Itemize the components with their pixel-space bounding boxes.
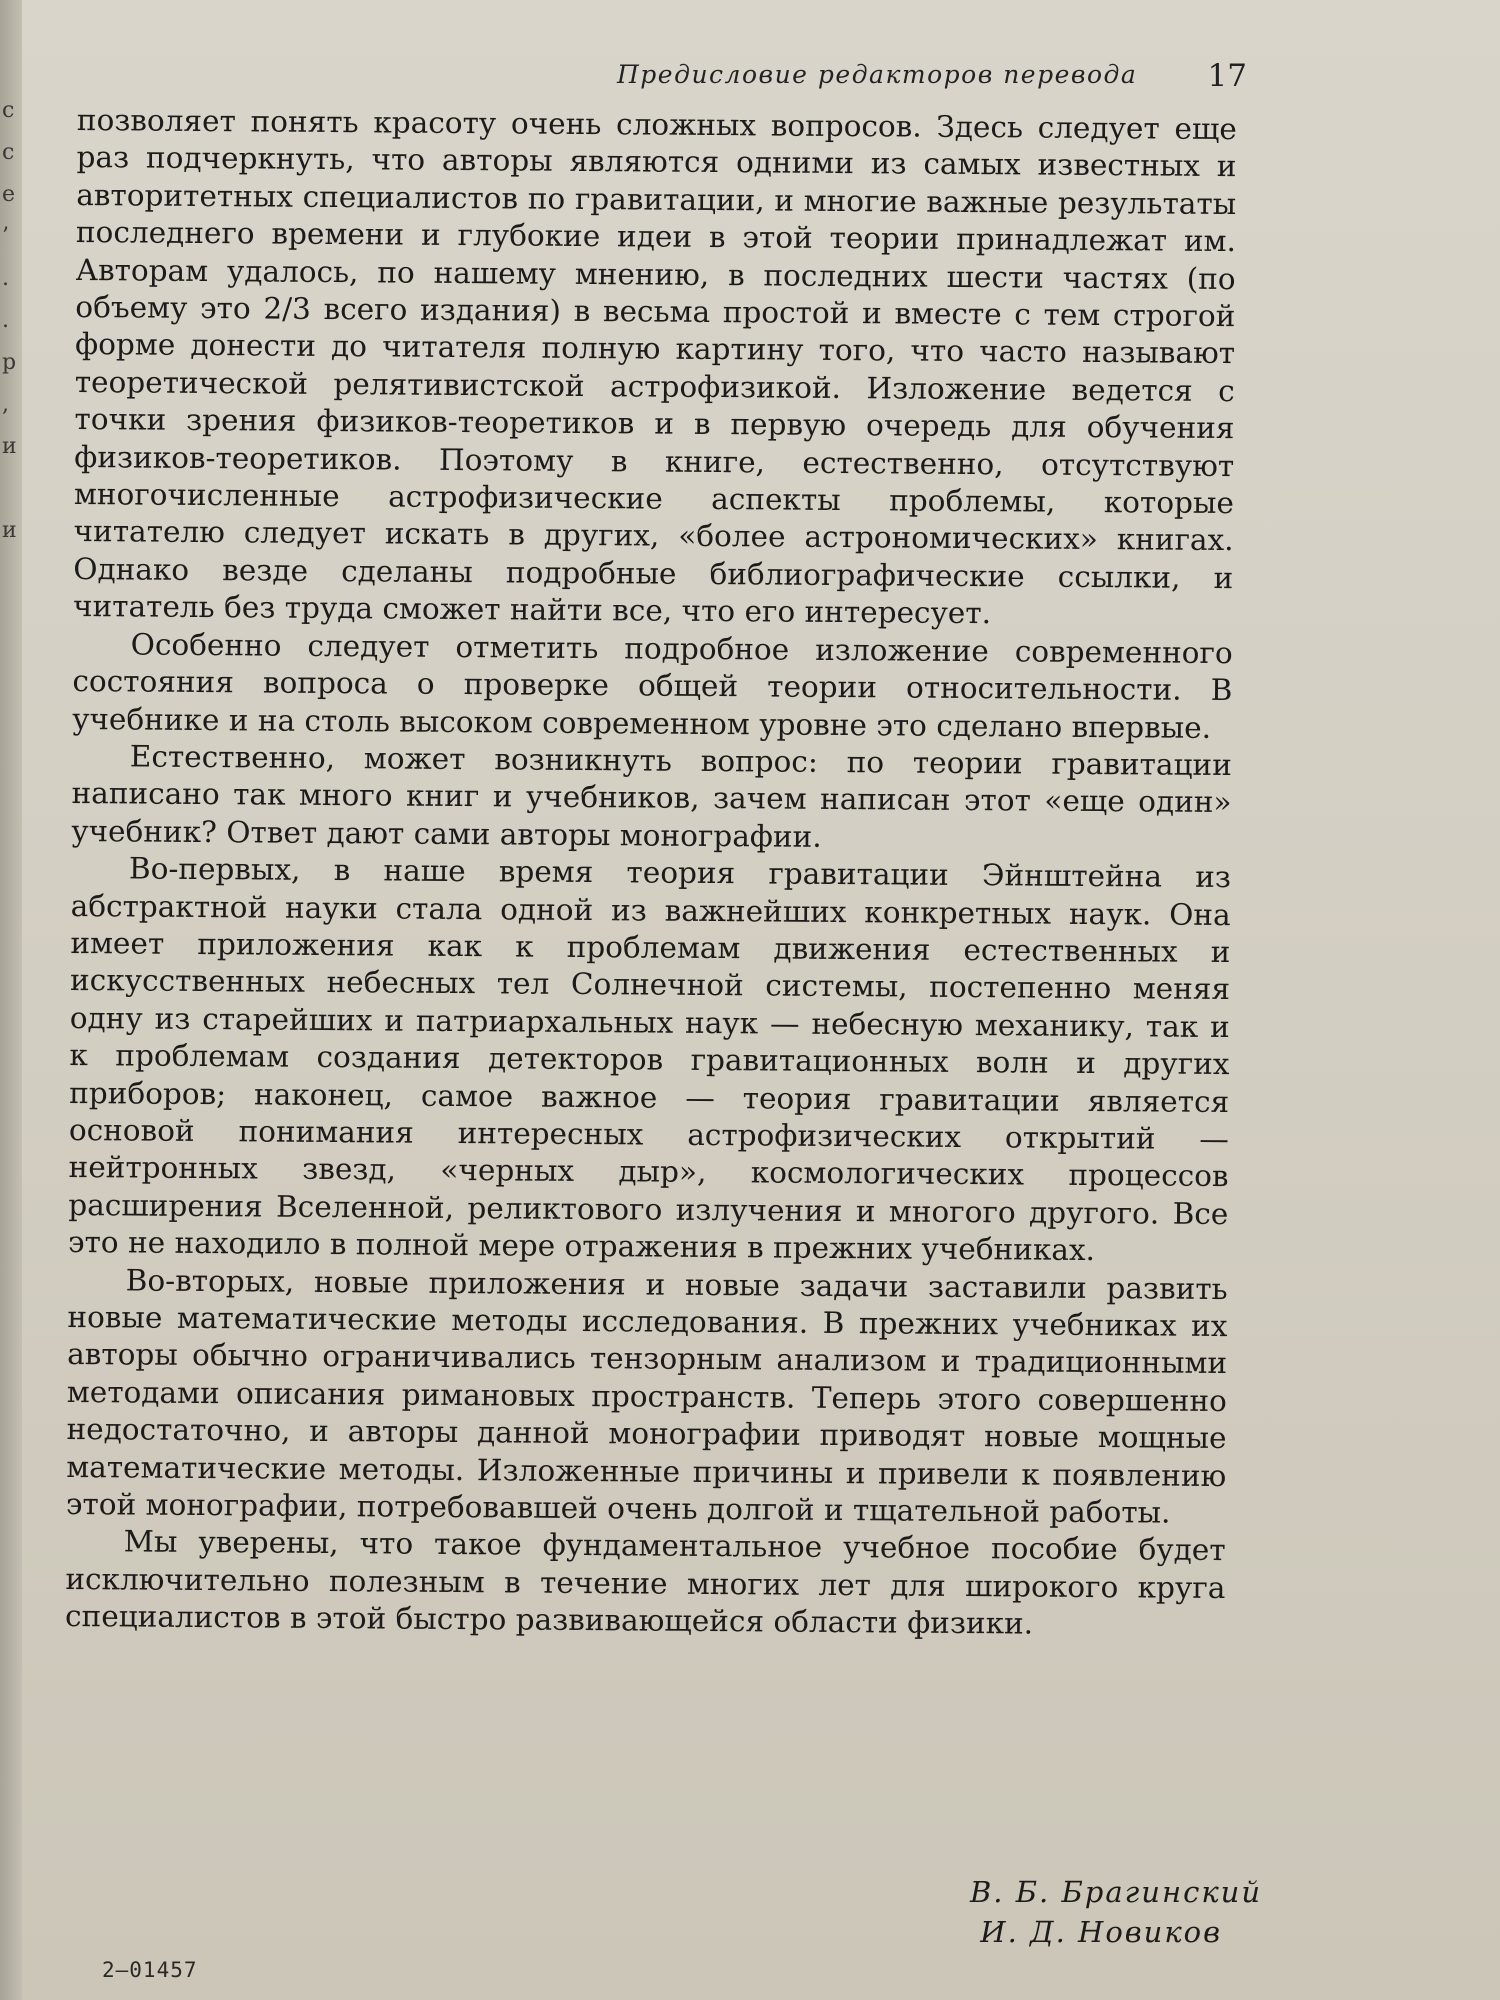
paragraph-2: Особенно следует отметить подробное изложение современного состояния вопроса о проверке общей теории относительности. В учебнике и на столь высоком современном уровне это сделано впервые. <box>72 627 1233 745</box>
paragraph-3: Естественно, может возникнуть вопрос: по теории гравитации написано так много книг и учебников, зачем написан этот «еще один» учебник? Ответ дают сами авторы монографии. <box>71 739 1232 854</box>
running-head <box>617 58 1247 98</box>
paragraph-1: позволяет понять красоту очень сложных вопросов. Здесь следует еще раз подчеркнуть, что авторы являются одними из самых известных и авторитетных специалистов по гравитации, и многие важные результаты последнего времени и глубокие идеи в этой теории принадлежат им. Авторам удалось, по нашему мнению, в последних шести частях (по объему это 2/3 всего издания) в весьма простой и вместе с тем строгой форме донести до читателя полную картину того, что часто называют теоретической релятивистской астрофизикой. Изложение ведется с точки зрения физиков-теоретиков и в первую очередь для обучения физиков-теоретиков. Поэтому в книге, естественно, отсутствуют многочисленные астрофизические аспекты проблемы, которые читателю следует искать в других, «более астрономических» книгах. Однако везде сделаны подробные библиографические ссылки, и читатель без труда сможет найти все, что его интересует. <box>72 102 1237 631</box>
paragraph-5: Во-вторых, новые приложения и новые задачи заставили развить новые математические методы исследования. В прежних учебниках их авторы обычно ограничивались тензорным анализом и традиционными методами описания римановых пространств. Теперь этого совершенно недостаточно, и авторы данной монографии приводят новые мощные математические методы. Изложенные причины и привели к появлению этой монографии, потребовавшей очень долгой и тщательной работы. <box>65 1263 1228 1530</box>
print-code: 2—01457 <box>102 1958 198 1982</box>
running-title: Предисловие редакторов перевода <box>617 60 1138 89</box>
left-page-edge <box>0 0 22 2000</box>
text-body <box>65 102 1237 1645</box>
signature-braginsky: В. Б. Брагинский <box>969 1875 1262 1909</box>
signature-novikov: И. Д. Новиков <box>980 1915 1222 1949</box>
book-page <box>22 0 1500 2000</box>
paragraph-4: Во-первых, в наше время теория гравитации Эйнштейна из абстрактной науки стала одной из важнейших конкретных наук. Она имеет приложения как к проблемам движения естественных и искусственных небесных тел Солнечной системы, постепенно меняя одну из старейших и патриархальных наук — небесную механику, так и к проблемам создания детекторов гравитационных волн и других приборов; наконец, самое важное — теория гравитации является основой понимания интересных астрофизических открытий — нейтронных звезд, «черных дыр», космологических процессов расширения Вселенной, реликтового излучения и многого другого. Все это не находило в полной мере отражения в прежних учебниках. <box>67 851 1232 1268</box>
paragraph-6: Мы уверены, что такое фундаментальное учебное пособие будет исключительно полезным в течение многих лет для широкого круга специалистов в этой быстро развивающейся области физики. <box>64 1524 1226 1641</box>
page-number: 17 <box>1207 58 1247 94</box>
left-page-edge-marks: с с е ’ . . р , и и <box>2 98 17 543</box>
signatures <box>922 1872 1262 1952</box>
